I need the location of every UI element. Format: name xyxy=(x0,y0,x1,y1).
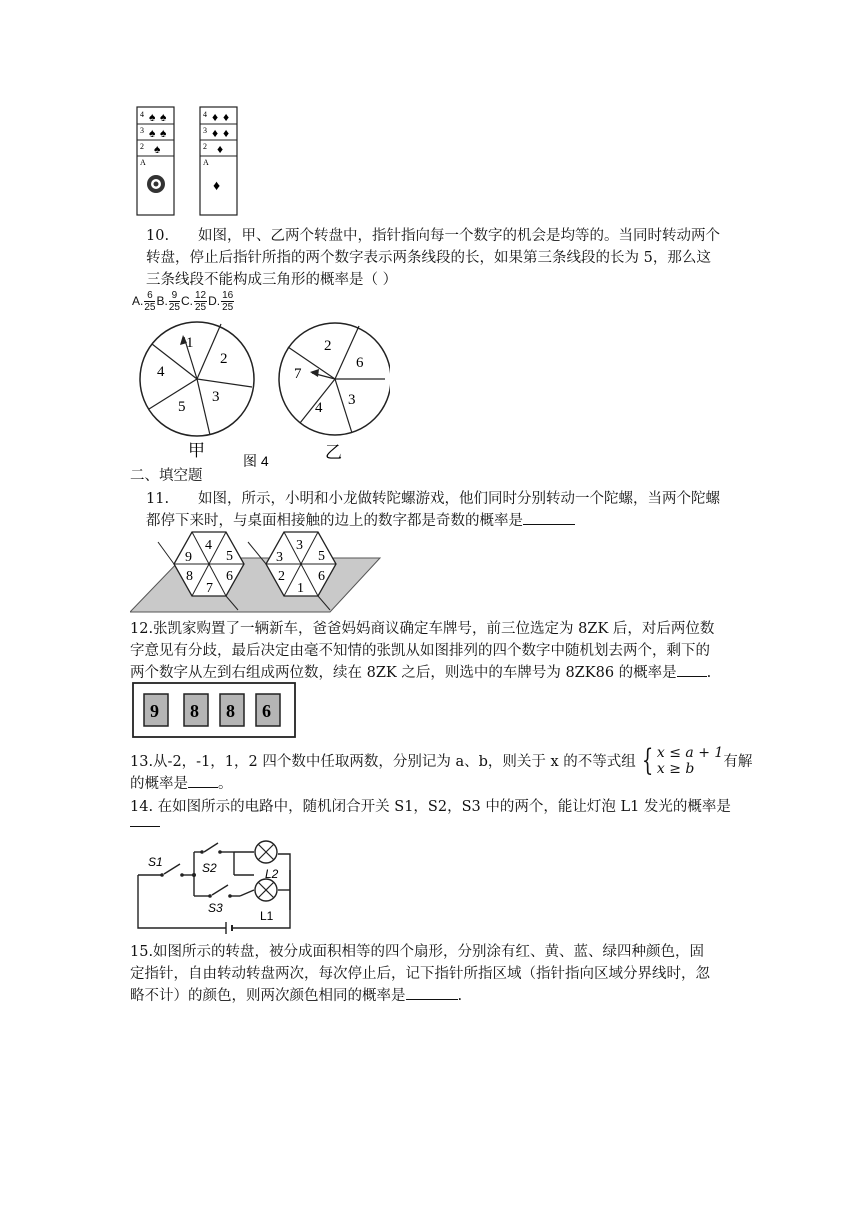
jia-num-1: 1 xyxy=(186,335,194,351)
q15-line2: 定指针，自由转动转盘两次，每次停止后，记下指针所指区域（指针指向区域分界线时，忽 xyxy=(130,966,710,982)
card-left-rank-4: A xyxy=(140,158,146,167)
label-s2: S2 xyxy=(202,861,217,875)
plate-digit-9: 9 xyxy=(150,701,159,721)
top-right-num-6: 6 xyxy=(318,569,325,584)
card-stack-right xyxy=(200,107,237,215)
option-d[interactable]: D. $\frac{16}{25}$ xyxy=(208,290,234,314)
q12-line1: 12.张凯家购置了一辆新车，爸爸妈妈商议确定车牌号，前三位选定为 8ZK 后，对后两位数 xyxy=(130,621,715,637)
figure-4-label: 图 4 xyxy=(243,453,269,467)
top-left-num-8: 8 xyxy=(186,569,193,584)
section-title: 二、填空题 xyxy=(130,468,203,484)
plate-digit-8b: 8 xyxy=(226,701,235,721)
card-right-rank-2: 3 xyxy=(203,126,207,135)
top-left-num-9: 9 xyxy=(185,550,192,565)
option-a[interactable]: A. $\frac{6}{25}$ xyxy=(132,290,156,314)
q10-line1: 10. 如图，甲、乙两个转盘中，指针指向每一个数字的机会是均等的。当同时转动两个 xyxy=(146,228,721,244)
playing-cards-figure xyxy=(130,100,250,218)
svg-text:♠: ♠ xyxy=(160,126,167,140)
q11-line2: 都停下来时，与桌面相接触的边上的数字都是奇数的概率是 xyxy=(146,511,575,531)
card-right-rank-1: 4 xyxy=(203,110,207,119)
top-left-num-6: 6 xyxy=(226,569,233,584)
option-c[interactable]: C. $\frac{12}{25}$ xyxy=(180,290,207,314)
label-s3: S3 xyxy=(208,901,223,915)
q12-answer-blank[interactable] xyxy=(677,676,707,677)
top-left-num-7: 7 xyxy=(206,581,213,596)
q15-answer-blank[interactable] xyxy=(406,999,458,1000)
top-right-num-5: 5 xyxy=(318,549,325,564)
top-left-num-4: 4 xyxy=(205,538,212,553)
spinning-tops-figure xyxy=(130,530,382,615)
spinner-jia xyxy=(140,322,254,460)
svg-text:♦: ♦ xyxy=(212,110,219,124)
q11-answer-blank[interactable] xyxy=(523,524,575,525)
card-right-rank-3: 2 xyxy=(203,142,207,151)
svg-text:♠: ♠ xyxy=(149,110,156,124)
yi-num-2: 2 xyxy=(324,338,332,354)
q10-line3: 三条线段不能构成三角形的概率是（ ） xyxy=(146,272,398,288)
yi-num-3: 3 xyxy=(348,392,356,408)
q10-line2: 转盘，停止后指针所指的两个数字表示两条线段的长，如果第三条线段的长为 5，那么这 xyxy=(146,250,711,266)
plate-digits-figure xyxy=(132,682,296,738)
yi-num-7: 7 xyxy=(294,366,302,382)
plate-digit-8a: 8 xyxy=(190,701,199,721)
q12-line3: 两个数字从左到右组成两位数，续在 8ZK 之后，则选中的车牌号为 8ZK86 的概率是 . xyxy=(130,665,712,681)
lamp-l2 xyxy=(255,841,277,863)
top-left-num-5: 5 xyxy=(226,549,233,564)
inequality-system: { x ≤ a + 1 x ≥ b xyxy=(641,743,724,778)
svg-text:♦: ♦ xyxy=(223,126,230,140)
svg-text:♦: ♦ xyxy=(212,126,219,140)
q13-answer-blank[interactable] xyxy=(188,787,218,788)
jia-num-2: 2 xyxy=(220,351,228,367)
q10-options xyxy=(132,288,235,314)
card-right-rank-4: A xyxy=(203,158,209,167)
lamp-l1 xyxy=(255,879,277,901)
card-stack-left xyxy=(137,107,174,215)
jia-caption: 甲 xyxy=(188,441,205,460)
option-b[interactable]: B. $\frac{9}{25}$ xyxy=(156,290,180,314)
q15-line1: 15.如图所示的转盘，被分成面积相等的四个扇形，分别涂有红、黄、蓝、绿四种颜色，固 xyxy=(130,944,705,960)
q11-line1: 11. 如图，所示，小明和小龙做转陀螺游戏，他们同时分别转动一个陀螺，当两个陀螺 xyxy=(146,491,721,507)
q13-line2: 的概率是 。 xyxy=(130,776,233,792)
card-left-rank-2: 3 xyxy=(140,126,144,135)
top-right-num-3a: 3 xyxy=(296,538,303,553)
svg-text:♦: ♦ xyxy=(223,110,230,124)
top-right-num-2: 2 xyxy=(278,569,285,584)
inequality-2: x ≥ b xyxy=(656,761,695,777)
q13-line1: 13.从-2，-1，1，2 四个数中任取两数，分别记为 a、b，则关于 x 的不等式组 { x ≤ a + 1 x ≥ b 有解 xyxy=(130,743,753,778)
card-left-rank-3: 2 xyxy=(140,142,144,151)
svg-text:♠: ♠ xyxy=(154,142,161,156)
jia-num-4: 4 xyxy=(157,364,165,380)
q15-line3: 略不计）的颜色，则两次颜色相同的概率是 . xyxy=(130,988,463,1004)
yi-num-6: 6 xyxy=(356,355,364,371)
spinner-yi xyxy=(279,315,400,462)
svg-text:♦: ♦ xyxy=(213,179,221,194)
yi-caption: 乙 xyxy=(325,443,342,462)
q14-line1: 14. 在如图所示的电路中，随机闭合开关 S1，S2，S3 中的两个，能让灯泡 L1 发光的概率是 xyxy=(130,799,731,815)
label-l1: L1 xyxy=(260,909,274,923)
label-s1: S1 xyxy=(148,855,163,869)
svg-text:♦: ♦ xyxy=(217,142,224,156)
q12-line2: 字意见有分歧，最后决定由毫不知情的张凯从如图排列的四个数字中随机划去两个，剩下的 xyxy=(130,643,710,659)
plate-digit-6: 6 xyxy=(262,701,271,721)
spinners-figure xyxy=(130,315,400,467)
circuit-diagram xyxy=(132,840,302,936)
label-l2: L2 xyxy=(265,867,279,881)
svg-text:♠: ♠ xyxy=(160,110,167,124)
jia-num-3: 3 xyxy=(212,389,220,405)
inequality-1: x ≤ a + 1 xyxy=(656,745,724,761)
top-right-num-3b: 3 xyxy=(276,550,283,565)
yi-num-4: 4 xyxy=(315,400,323,416)
card-left-rank-1: 4 xyxy=(140,110,144,119)
jia-num-5: 5 xyxy=(178,399,186,415)
top-right-num-1: 1 xyxy=(297,581,304,596)
q14-answer-blank[interactable] xyxy=(130,826,160,827)
svg-text:♠: ♠ xyxy=(149,126,156,140)
